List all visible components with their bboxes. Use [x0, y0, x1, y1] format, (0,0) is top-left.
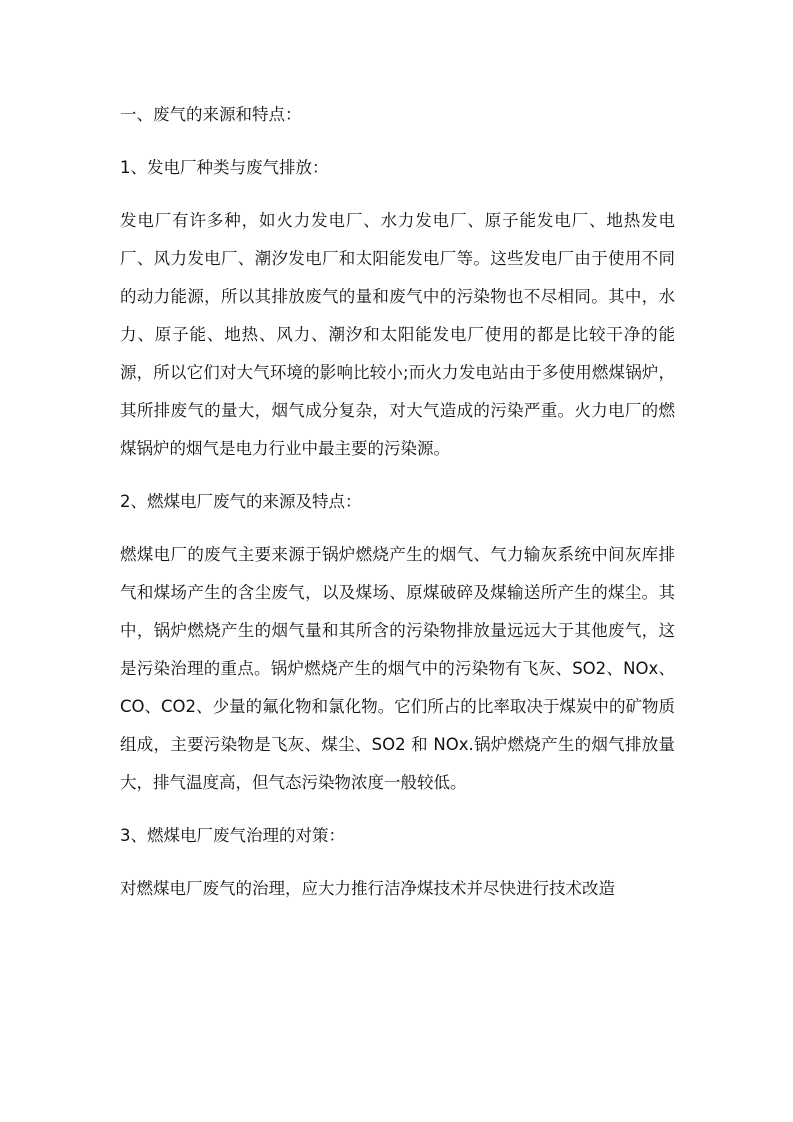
paragraph-coal-plant-sources: 燃煤电厂的废气主要来源于锅炉燃烧产生的烟气、气力输灰系统中间灰库排气和煤场产生的含尘废气，以及煤场、原煤破碎及煤输送所产生的煤尘。其中，锅炉燃烧产生的烟气量和其所含的污染物排放量远远大于其他废气，这是污染治理的重点。锅炉燃烧产生的烟气中的污染物有飞灰、SO2、NOx、CO、CO2、少量的氟化物和氯化物。它们所占的比率取决于煤炭中的矿物质组成，主要污染物是飞灰、煤尘、SO2 和 NOx.锅炉燃烧产生的烟气排放量大，排气温度高，但气态污染物浓度一般较低。 [120, 545, 675, 792]
section-title: 一、废气的来源和特点： [120, 105, 302, 124]
subsection-title-3: 3、燃煤电厂废气治理的对策： [120, 826, 345, 845]
paragraph-power-plant-types: 发电厂有许多种，如火力发电厂、水力发电厂、原子能发电厂、地热发电厂、风力发电厂、潮汐发电厂和太阳能发电厂等。这些发电厂由于使用不同的动力能源，所以其排放废气的量和废气中的污染物也不尽相同。其中，水力、原子能、地热、风力、潮汐和太阳能发电厂使用的都是比较干净的能源，所以它们对大气环境的影响比较小;而火力发电站由于多使用燃煤锅炉，其所排废气的量大，烟气成分复杂，对大气造成的污染严重。火力电厂的燃煤锅炉的烟气是电力行业中最主要的污染源。 [120, 211, 675, 458]
subsection-title-2: 2、燃煤电厂废气的来源及特点： [120, 492, 362, 511]
subsection-title-1: 1、发电厂种类与废气排放： [120, 158, 329, 177]
paragraph-treatment-measures: 对燃煤电厂废气的治理，应大力推行洁净煤技术并尽快进行技术改造 [120, 879, 615, 898]
document-body [120, 96, 675, 908]
